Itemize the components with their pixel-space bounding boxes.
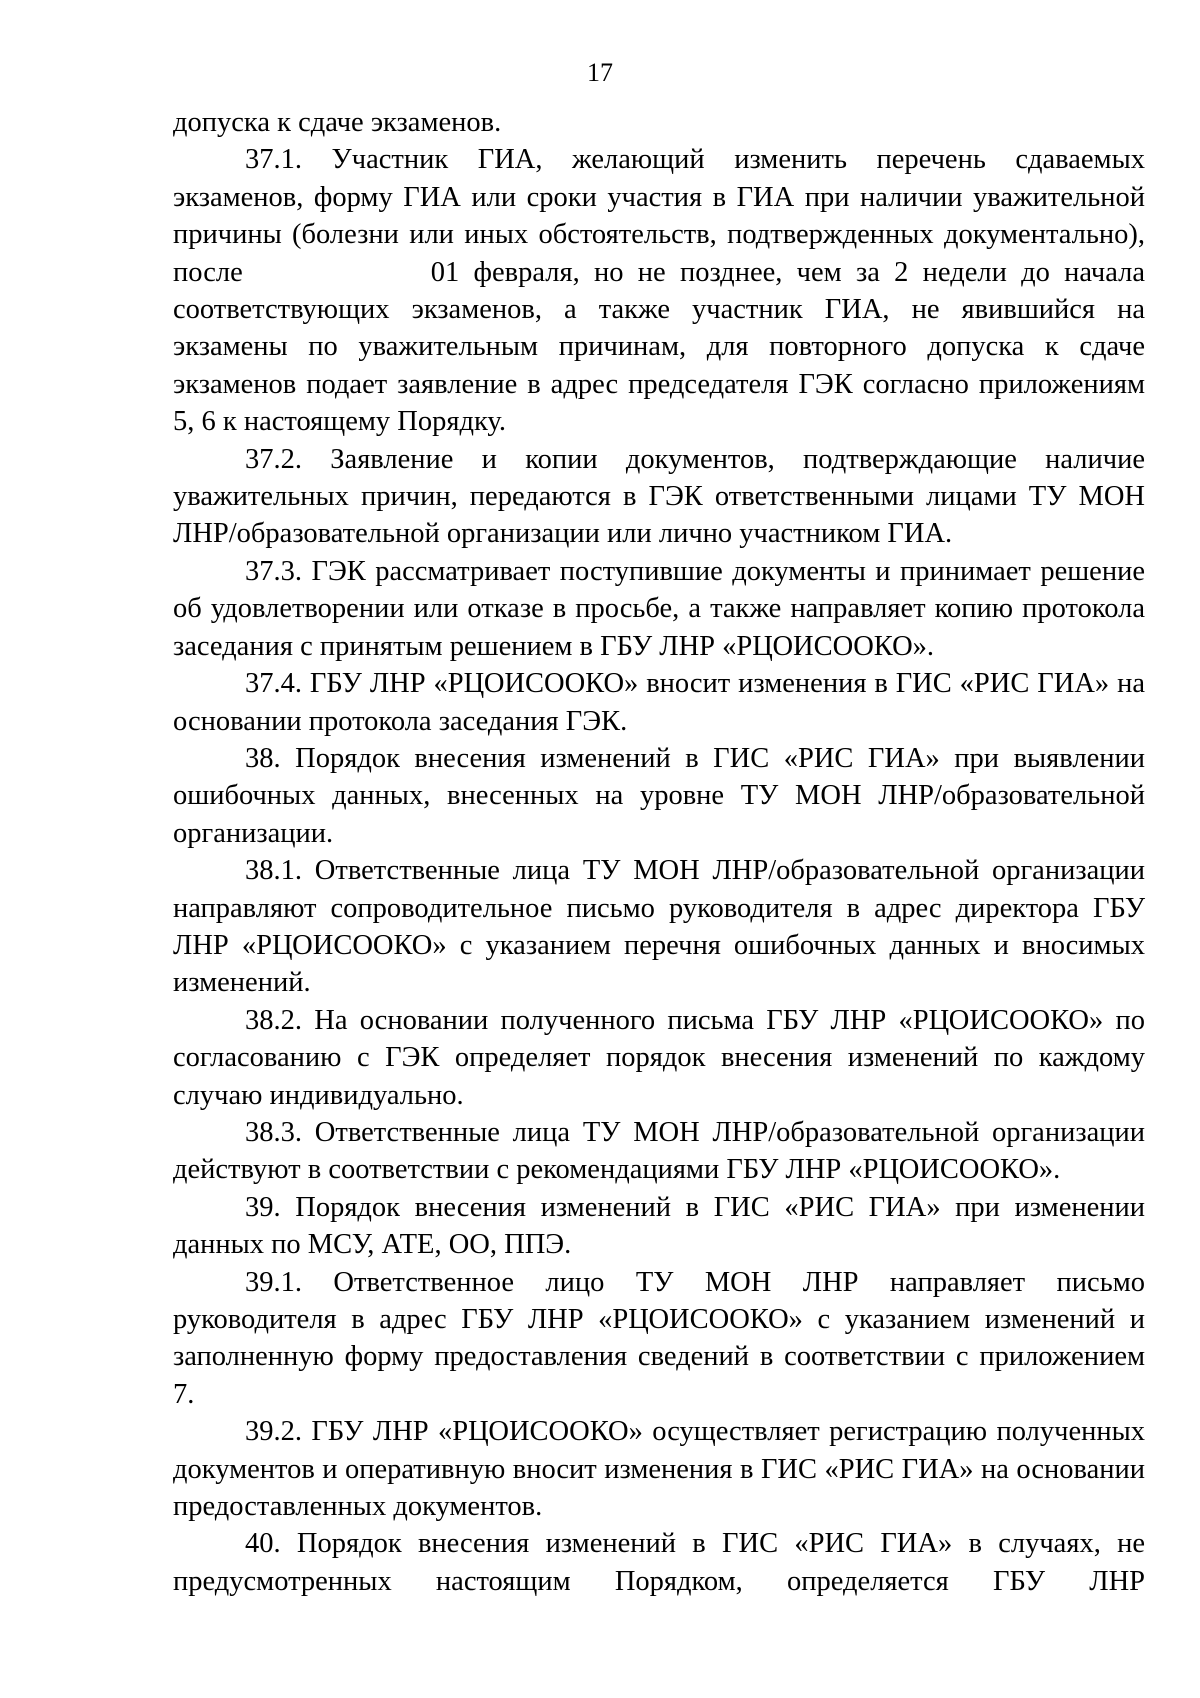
- document-body: [173, 104, 1145, 1600]
- paragraph-38: 38. Порядок внесения изменений в ГИС «РИС ГИА» при выявлении ошибочных данных, внесенных на уровне ТУ МОН ЛНР/образовательной организации.: [173, 742, 1145, 849]
- paragraph-37-1-part-1: 37.1. Участник ГИА, желающий изменить перечень сдаваемых экзаменов, форму ГИА или сроки участия в ГИА при наличии уважительной причины (болезни или иных обстоятельств, подтвержденных документально), после: [173, 144, 1145, 288]
- page-number: 17: [587, 58, 613, 87]
- paragraph-37-3: 37.3. ГЭК рассматривает поступившие документы и принимает решение об удовлетворении или отказе в просьбе, а также направляет копию протокола заседания с принятым решением в ГБУ ЛНР «РЦОИСООКО».: [173, 555, 1145, 662]
- paragraph-39: 39. Порядок внесения изменений в ГИС «РИС ГИА» при изменении данных по МСУ, АТЕ, ОО, ППЭ.: [173, 1191, 1145, 1261]
- paragraph-37-2: 37.2. Заявление и копии документов, подтверждающие наличие уважительных причин, передаются в ГЭК ответственными лицами ТУ МОН ЛНР/образовательной организации или лично участником ГИА.: [173, 443, 1145, 550]
- paragraph-continuation: допуска к сдаче экзаменов.: [173, 107, 502, 138]
- paragraph-37-4: 37.4. ГБУ ЛНР «РЦОИСООКО» вносит изменения в ГИС «РИС ГИА» на основании протокола заседания ГЭК.: [173, 668, 1145, 737]
- paragraph-38-3: 38.3. Ответственные лица ТУ МОН ЛНР/образовательной организации действуют в соответствии с рекомендациями ГБУ ЛНР «РЦОИСООКО».: [173, 1116, 1145, 1186]
- paragraph-38-1: 38.1. Ответственные лица ТУ МОН ЛНР/образовательной организации направляют сопроводительное письмо руководителя в адрес директора ГБУ ЛНР «РЦОИСООКО» с указанием перечня ошибочных данных и вносимых изменений.: [173, 855, 1145, 999]
- paragraph-38-2: 38.2. На основании полученного письма ГБУ ЛНР «РЦОИСООКО» по согласованию с ГЭК определяет порядок внесения изменений по каждому случаю индивидуально.: [173, 1004, 1145, 1111]
- paragraph-39-2: 39.2. ГБУ ЛНР «РЦОИСООКО» осуществляет регистрацию полученных документов и оперативную вносит изменения в ГИС «РИС ГИА» на основании предоставленных документов.: [173, 1416, 1145, 1523]
- paragraph-37-1: [173, 141, 1145, 440]
- paragraph-40: 40. Порядок внесения изменений в ГИС «РИС ГИА» в случаях, не предусмотренных настоящим Порядком, определяется ГБУ ЛНР: [173, 1528, 1145, 1597]
- paragraph-39-1: 39.1. Ответственное лицо ТУ МОН ЛНР направляет письмо руководителя в адрес ГБУ ЛНР «РЦОИСООКО» с указанием изменений и заполненную форму предоставления сведений в соответствии с приложением 7.: [173, 1266, 1145, 1410]
- paragraph-37-1-part-2: 01 февраля, но не позднее, чем за 2 недели до начала соответствующих экзаменов, а также участник ГИА, не явившийся на экзамены по уважительным причинам, для повторного допуска к сдаче экзаменов подает заявление в адрес председателя ГЭК согласно приложениям 5, 6 к настоящему Порядку.: [173, 256, 1145, 438]
